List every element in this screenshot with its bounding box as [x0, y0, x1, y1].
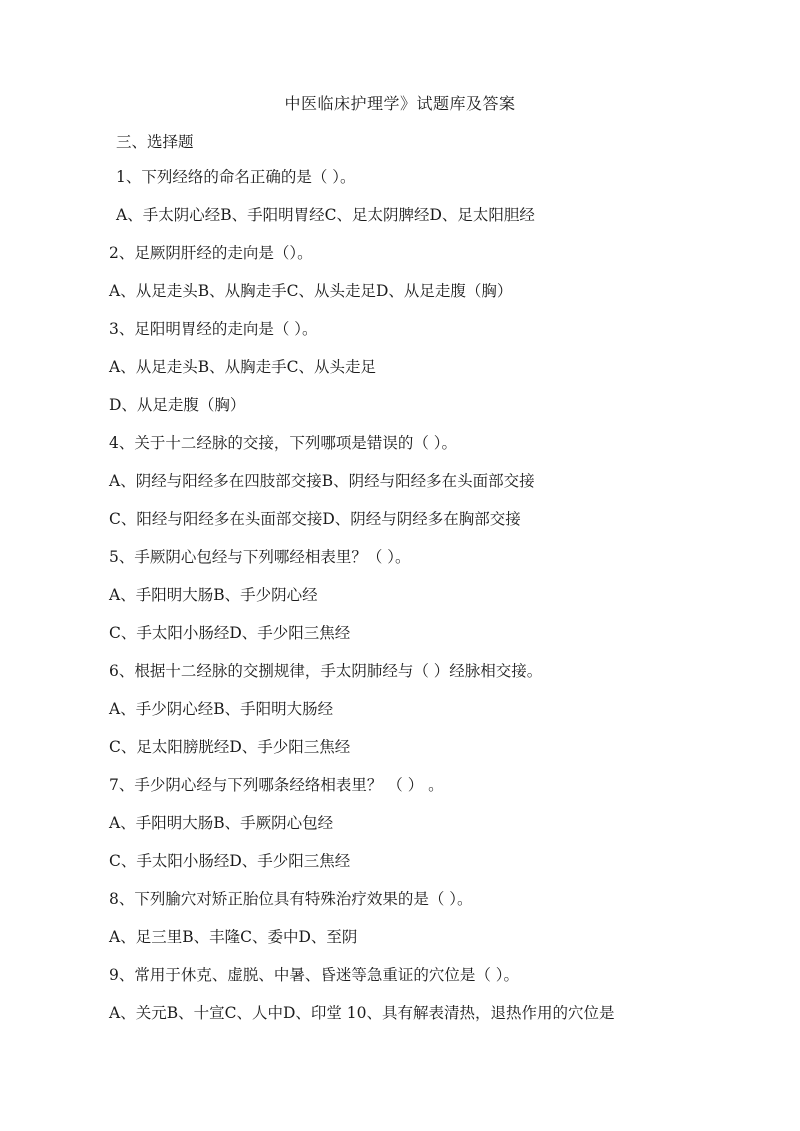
question-5-options-line-1: A、手阳明大肠B、手少阴心经 — [109, 586, 318, 604]
document-title: 中医临床护理学》试题库及答案 — [284, 94, 516, 113]
question-8: 8、下列腧穴对矫正胎位具有特殊治疗效果的是（ ）。 — [109, 890, 473, 908]
question-7: 7、手少阴心经与下列哪条经络相表里？ （ ） 。 — [109, 776, 444, 794]
question-2: 2、足厥阴肝经的走向是（）。 — [109, 244, 313, 262]
question-9-options-and-question-10: A、关元B、十宣C、人中D、印堂 10、具有解表清热，退热作用的穴位是 — [109, 1004, 615, 1022]
question-4-options-line-1: A、阴经与阳经多在四肢部交接B、阴经与阳经多在头面部交接 — [109, 472, 535, 490]
question-6-options-line-1: A、手少阴心经B、手阳明大肠经 — [109, 700, 334, 718]
question-4: 4、关于十二经脉的交接，下列哪项是错误的（ ）。 — [109, 434, 458, 452]
question-5-options-line-2: C、手太阳小肠经D、手少阳三焦经 — [109, 624, 351, 642]
section-heading: 三、选择题 — [116, 133, 194, 151]
question-1-options: A、手太阴心经B、手阳明胃经C、足太阴脾经D、足太阳胆经 — [116, 206, 535, 224]
question-8-options: A、足三里B、丰隆C、委中D、至阴 — [109, 928, 358, 946]
question-7-options-line-2: C、手太阳小肠经D、手少阳三焦经 — [109, 852, 351, 870]
question-5: 5、手厥阴心包经与下列哪经相表里？（ ）。 — [109, 548, 411, 566]
question-6-options-line-2: C、足太阳膀胱经D、手少阳三焦经 — [109, 738, 351, 756]
question-9: 9、常用于休克、虚脱、中暑、昏迷等急重证的穴位是（ ）。 — [109, 966, 520, 984]
question-2-options: A、从足走头B、从胸走手C、从头走足D、从足走腹（胸） — [109, 282, 513, 300]
question-3-options-line-1: A、从足走头B、从胸走手C、从头走足 — [109, 358, 376, 376]
question-6: 6、根据十二经脉的交捌规律，手太阴肺经与（ ）经脉相交接。 — [109, 662, 543, 680]
question-1: 1、下列经络的命名正确的是（ ）。 — [116, 168, 356, 186]
question-3-options-line-2: D、从足走腹（胸） — [109, 396, 246, 414]
question-7-options-line-1: A、手阳明大肠B、手厥阴心包经 — [109, 814, 334, 832]
question-3: 3、足阳明胃经的走向是（ ）。 — [109, 320, 318, 338]
question-4-options-line-2: C、阳经与阳经多在头面部交接D、阴经与阴经多在胸部交接 — [109, 510, 521, 528]
